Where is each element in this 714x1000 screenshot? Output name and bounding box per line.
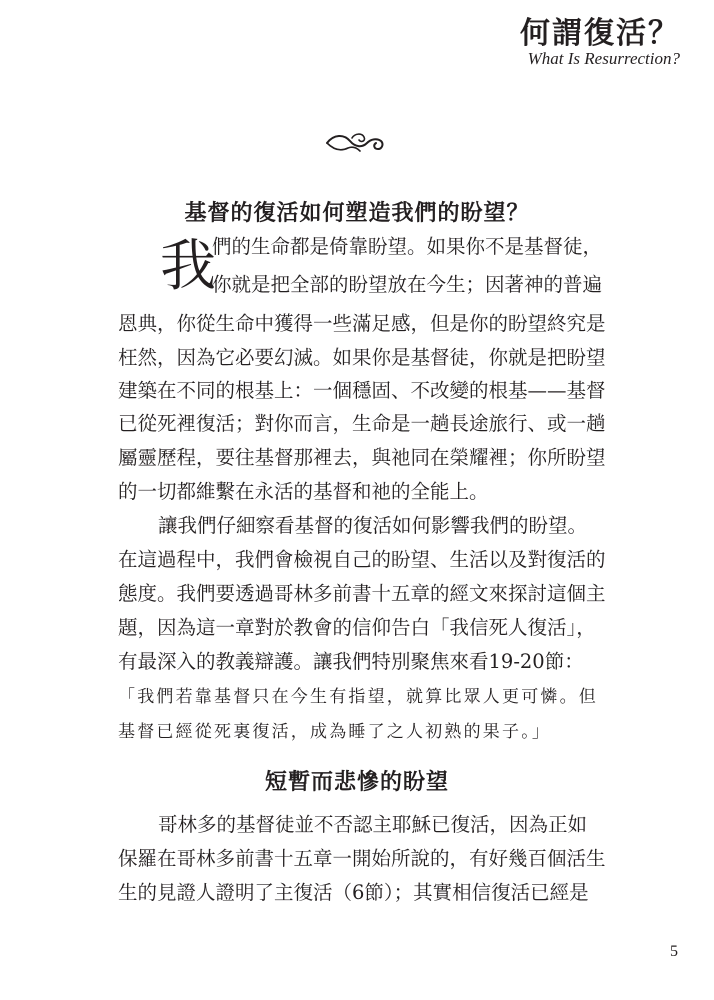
paragraph-line: 保羅在哥林多前書十五章一開始所說的，有好幾百個活生 [118, 847, 606, 870]
paragraph-line: 們的生命都是倚靠盼望。如果你不是基督徒， [212, 235, 603, 258]
header-title-chinese: 何謂復活？ [520, 16, 680, 51]
header-title-english: What Is Resurrection? [527, 49, 680, 68]
scripture-quote-line: 「我們若靠基督只在今生有指望，就算比眾人更可憐。但 [118, 687, 598, 707]
paragraph-line: 讓我們仔細察看基督的復活如何影響我們的盼望。 [158, 514, 588, 537]
paragraph-line: 屬靈歷程，要往基督那裡去，與祂同在榮耀裡；你所盼望 [118, 446, 606, 469]
flourish-ornament-icon [324, 126, 386, 160]
section-heading-brief-hope: 短暫而悲慘的盼望 [264, 769, 449, 795]
paragraph-line: 生的見證人證明了主復活（6節）；其實相信復活已經是 [118, 881, 589, 904]
paragraph-line: 哥林多的基督徒並不否認主耶穌已復活，因為正如 [158, 813, 588, 836]
running-header [520, 16, 680, 68]
paragraph-line: 你就是把全部的盼望放在今生；因著神的普遍 [212, 273, 603, 296]
paragraph-line: 已從死裡復活；對你而言，生命是一趟長途旅行、或一趟 [118, 412, 606, 435]
section-heading-hope: 基督的復活如何塑造我們的盼望？ [184, 200, 530, 226]
paragraph-line: 恩典，你從生命中獲得一些滿足感，但是你的盼望終究是 [118, 312, 606, 335]
paragraph-line: 在這過程中，我們會檢視自己的盼望、生活以及對復活的 [118, 548, 606, 571]
scripture-quote-line: 基督已經從死裏復活，成為睡了之人初熟的果子。」 [118, 722, 552, 742]
paragraph-line: 態度。我們要透過哥林多前書十五章的經文來探討這個主 [118, 582, 606, 605]
paragraph-line: 的一切都維繫在永活的基督和祂的全能上。 [118, 480, 489, 503]
paragraph-line: 建築在不同的根基上：一個穩固、不改變的根基——基督 [118, 379, 606, 402]
paragraph-line: 題，因為這一章對於教會的信仰告白「我信死人復活」， [118, 616, 596, 639]
page-number: 5 [670, 943, 678, 960]
paragraph-line: 有最深入的教義辯護。讓我們特別聚焦來看19-20節： [118, 650, 584, 673]
drop-cap: 我 [160, 234, 216, 299]
paragraph-line: 枉然，因為它必要幻滅。如果你是基督徒，你就是把盼望 [118, 346, 606, 369]
